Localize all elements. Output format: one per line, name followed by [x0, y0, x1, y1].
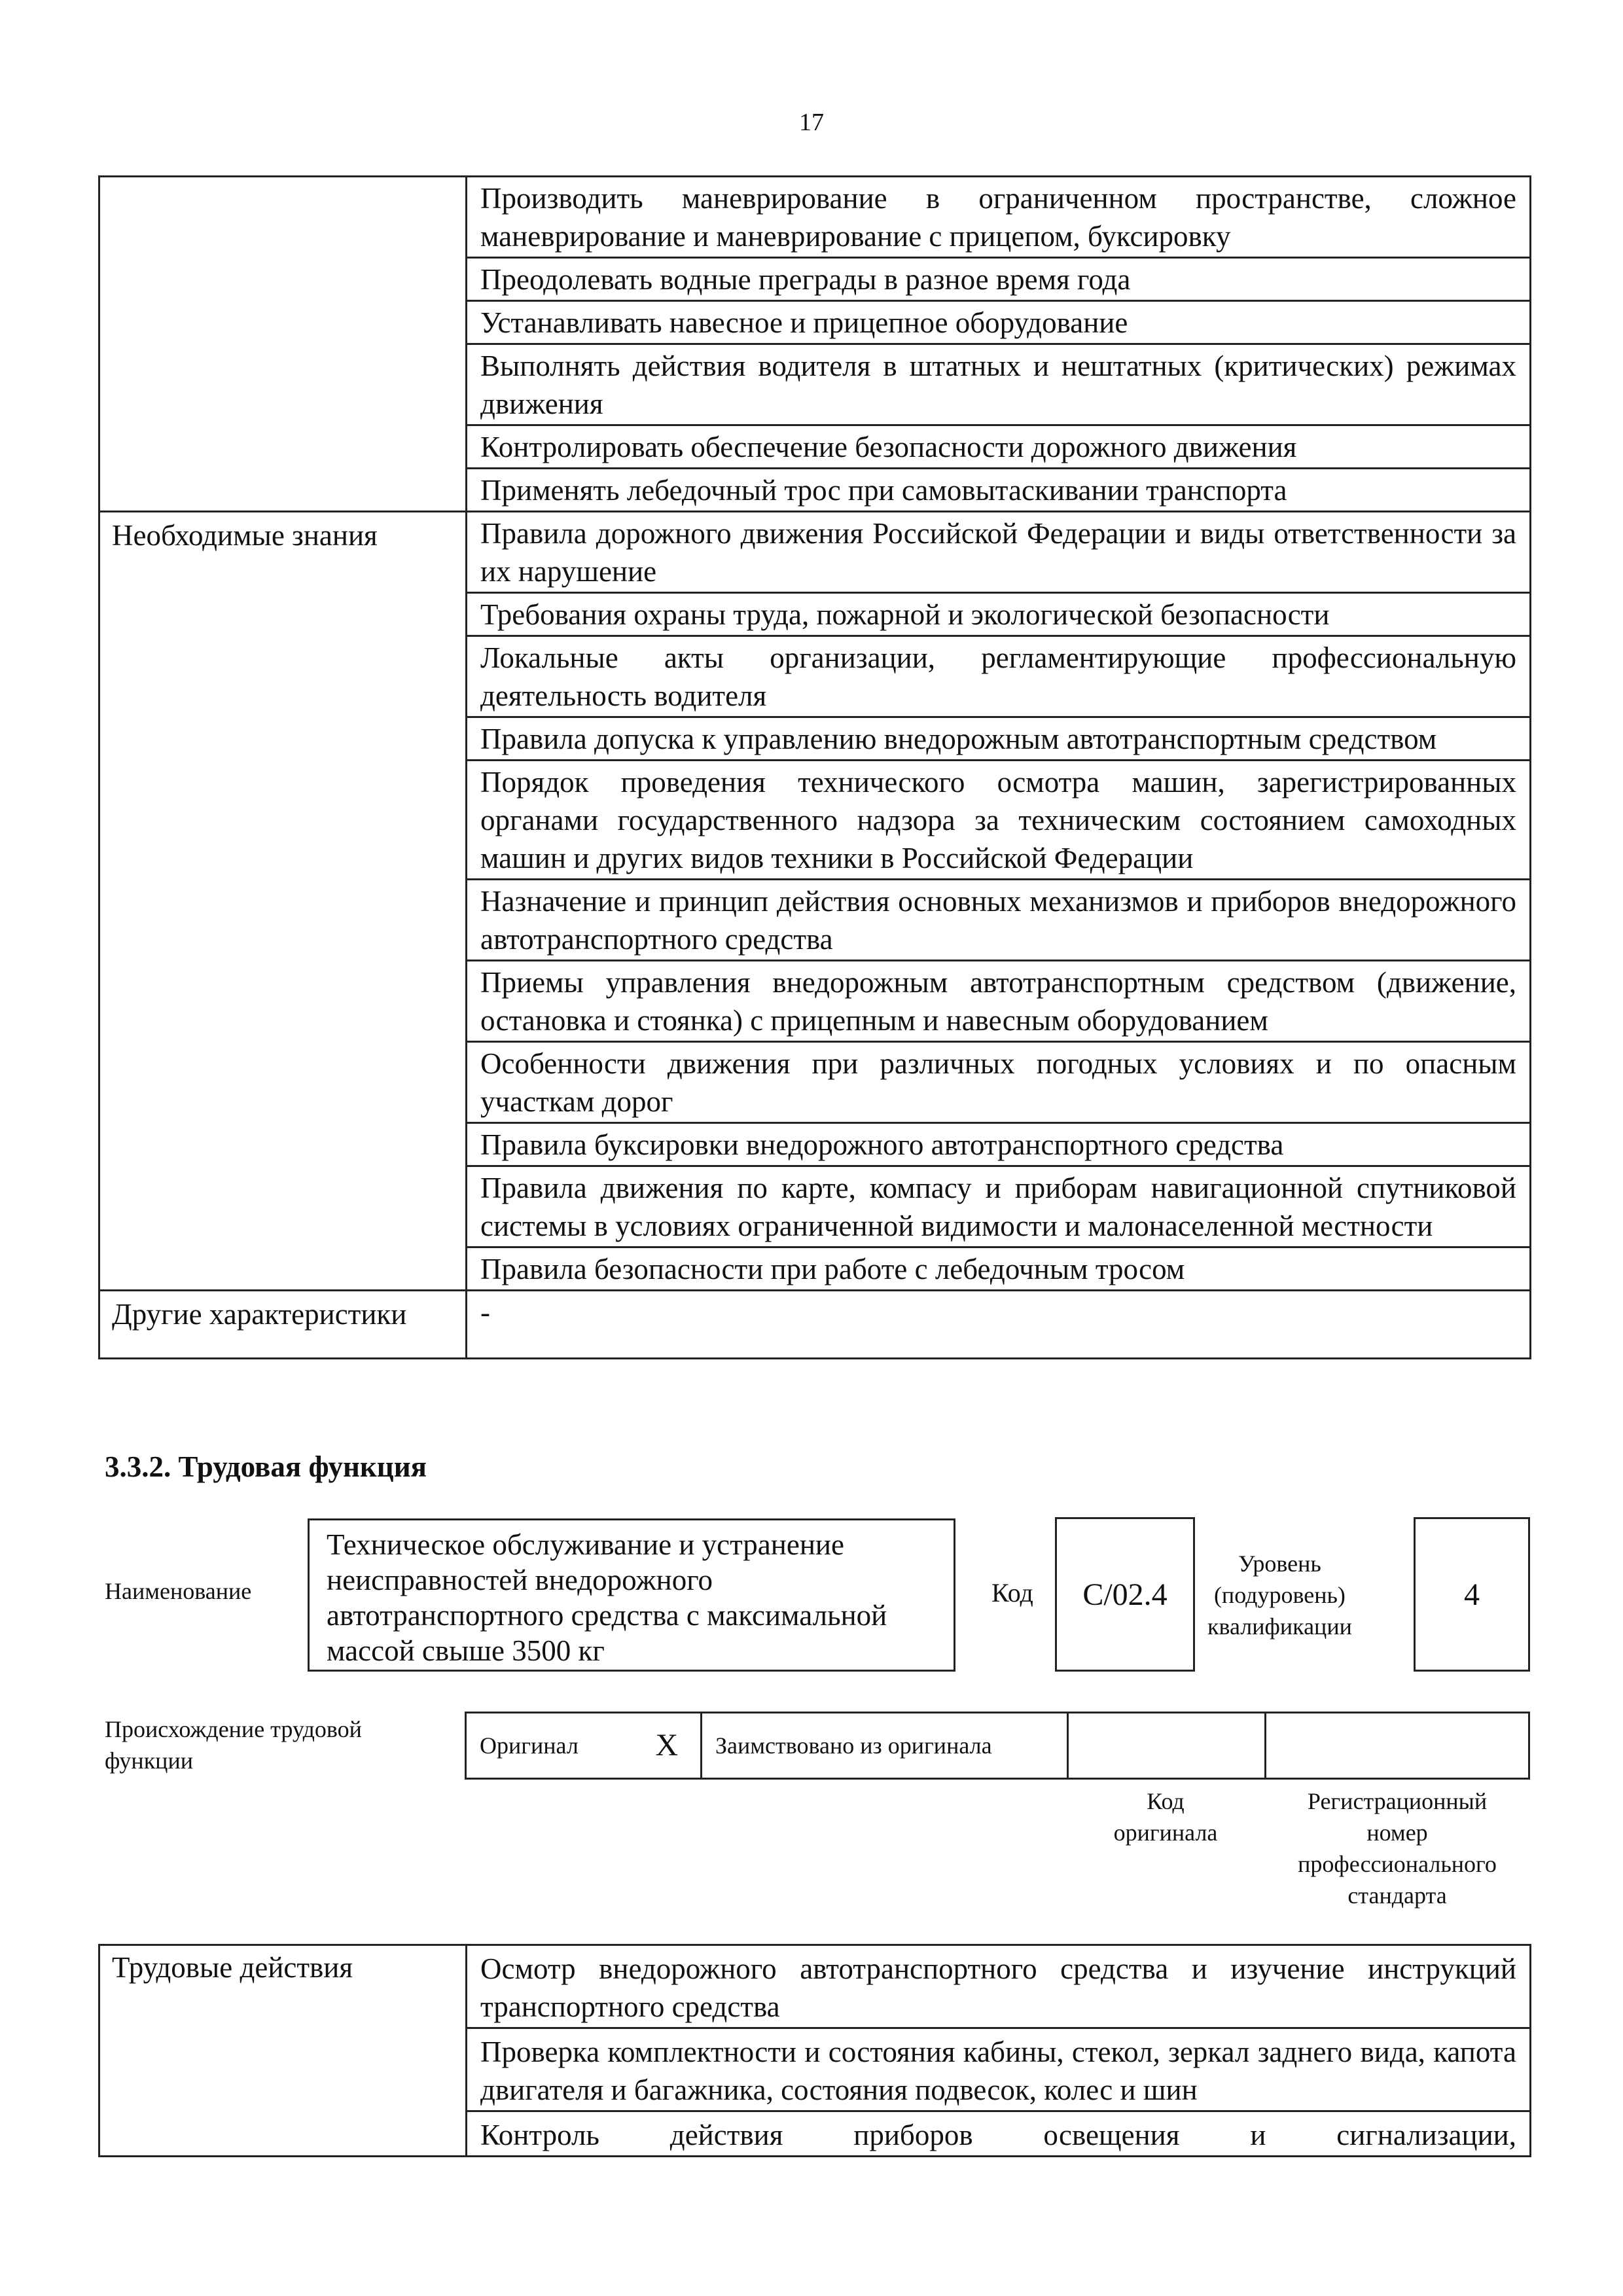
section-heading: 3.3.2. Трудовая функция — [105, 1450, 427, 1483]
knowledge-item: Требования охраны труда, пожарной и экологической безопасности — [467, 593, 1531, 636]
skill-item: Контролировать обеспечение безопасности дорожного движения — [467, 425, 1531, 469]
labor-action-item: Проверка комплектности и состояния кабины, стекол, зеркал заднего вида, капота двигателя и багажника, состояния подвесок, колес и шин — [467, 2028, 1531, 2111]
original-mark: X — [643, 1713, 702, 1779]
table-row — [99, 1945, 1531, 2028]
labor-actions-label: Трудовые действия — [99, 1945, 467, 2157]
reg-number-caption — [1264, 1785, 1530, 1911]
knowledge-item: Правила дорожного движения Российской Федерации и виды ответственности за их нарушение — [467, 512, 1531, 593]
knowledge-item: Локальные акты организации, регламентирующие профессиональную деятельность водителя — [467, 636, 1531, 717]
knowledge-label: Необходимые знания — [99, 512, 467, 1291]
knowledge-item: Правила безопасности при работе с лебедочным тросом — [467, 1247, 1531, 1291]
level-label — [1207, 1548, 1352, 1642]
table-row — [99, 177, 1531, 258]
level-label-line: квалификации — [1207, 1613, 1352, 1640]
caption-line: стандарта — [1347, 1882, 1447, 1909]
skill-item: Производить маневрирование в ограниченном пространстве, сложное маневрирование и маневрирование с прицепом, буксировку — [467, 177, 1531, 258]
knowledge-item: Правила допуска к управлению внедорожным автотранспортным средством — [467, 717, 1531, 761]
origin-label — [105, 1713, 362, 1776]
table-row — [99, 1291, 1531, 1359]
caption-line: оригинала — [1113, 1820, 1218, 1846]
labor-action-item: Контроль действия приборов освещения и сигнализации, — [467, 2111, 1531, 2157]
level-box — [1414, 1517, 1530, 1672]
other-characteristics-value: - — [467, 1291, 1531, 1359]
labor-actions-table — [98, 1944, 1531, 2157]
skill-item: Устанавливать навесное и прицепное оборудование — [467, 301, 1531, 344]
knowledge-item: Особенности движения при различных погодных условиях и по опасным участкам дорог — [467, 1042, 1531, 1123]
labor-action-item: Осмотр внедорожного автотранспортного средства и изучение инструкций транспортного средства — [467, 1945, 1531, 2028]
reg-number-cell — [1266, 1713, 1529, 1779]
function-code-value: C/02.4 — [1082, 1577, 1168, 1612]
other-characteristics-label: Другие характеристики — [99, 1291, 467, 1359]
origin-label-line: функции — [105, 1748, 193, 1774]
original-code-cell — [1068, 1713, 1266, 1779]
caption-line: профессионального — [1298, 1851, 1497, 1877]
name-label: Наименование — [105, 1578, 252, 1604]
code-label: Код — [991, 1578, 1033, 1607]
function-code-box — [1055, 1517, 1195, 1672]
origin-table — [465, 1712, 1530, 1780]
code-caption — [1067, 1785, 1264, 1848]
borrowed-label: Заимствовано из оригинала — [702, 1713, 1068, 1779]
table-row — [466, 1713, 1529, 1779]
level-label-line: (подуровень) — [1213, 1582, 1346, 1608]
knowledge-item: Правила буксировки внедорожного автотранспортного средства — [467, 1123, 1531, 1166]
table-row — [99, 512, 1531, 593]
caption-line: Регистрационный — [1307, 1788, 1488, 1814]
origin-label-line: Происхождение трудовой — [105, 1716, 362, 1742]
page-number: 17 — [799, 109, 824, 136]
caption-line: Код — [1147, 1788, 1185, 1814]
original-label: Оригинал — [466, 1713, 643, 1779]
knowledge-item: Приемы управления внедорожным автотранспортным средством (движение, остановка и стоянка) с прицепным и навесным оборудованием — [467, 961, 1531, 1042]
skills-knowledge-table — [98, 175, 1531, 1359]
level-label-line: Уровень — [1238, 1551, 1321, 1577]
knowledge-item: Правила движения по карте, компасу и приборам навигационной спутниковой системы в условиях ограниченной видимости и малонаселенной местности — [467, 1166, 1531, 1247]
empty-label-cell — [99, 177, 467, 512]
skill-item: Преодолевать водные преграды в разное время года — [467, 258, 1531, 301]
knowledge-item: Порядок проведения технического осмотра машин, зарегистрированных органами государственного надзора за техническим состоянием самоходных машин и других видов техники в Российской Федерации — [467, 761, 1531, 880]
function-name-box: Техническое обслуживание и устранение неисправностей внедорожного автотранспортного средства с максимальной массой свыше 3500 кг — [308, 1518, 955, 1672]
level-value: 4 — [1464, 1577, 1480, 1612]
skill-item: Применять лебедочный трос при самовытаскивании транспорта — [467, 469, 1531, 512]
caption-line: номер — [1366, 1820, 1428, 1846]
knowledge-item: Назначение и принцип действия основных механизмов и приборов внедорожного автотранспортного средства — [467, 880, 1531, 961]
skill-item: Выполнять действия водителя в штатных и нештатных (критических) режимах движения — [467, 344, 1531, 425]
